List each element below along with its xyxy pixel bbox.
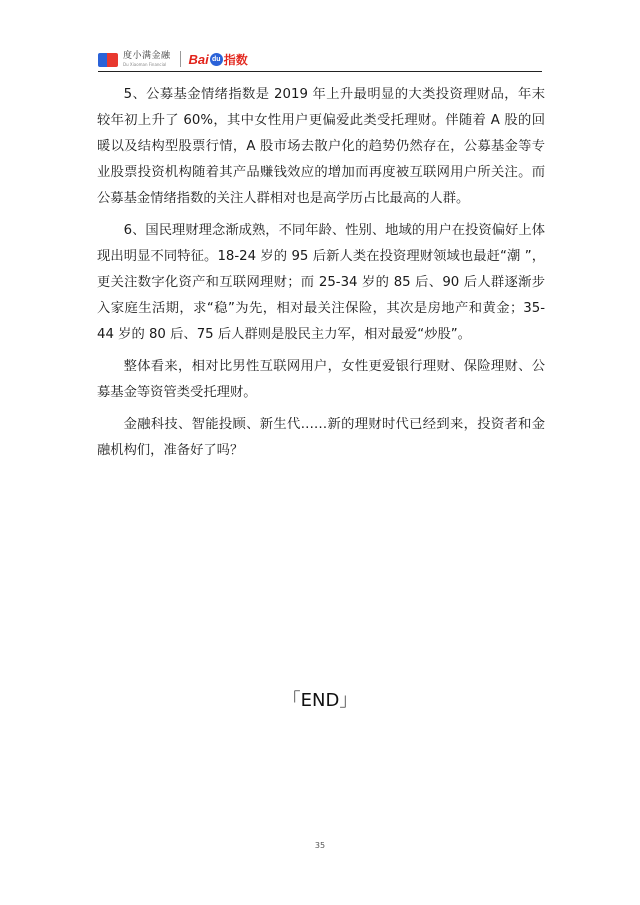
baidu-paw-icon: du xyxy=(210,53,223,66)
baidu-index-logo xyxy=(189,51,248,68)
header-rule xyxy=(98,71,542,72)
page-header xyxy=(98,48,248,70)
paragraph-5: 5、公募基金情绪指数是 2019 年上升最明显的大类投资理财品，年末较年初上升了 60%，其中女性用户更偏爱此类受托理财。伴随着 A 股的回暖以及结构型股票行情，A 股市场去散户化的趋势仍然存在，公募基金等专业股票投资机构随着其产品赚钱效应的增加而再度被互联网用户所关注。而公募基金情绪指数的关注人群相对也是高学历占比最高的人群。 xyxy=(97,87,545,206)
document-body xyxy=(97,82,545,470)
page-number: 35 xyxy=(314,841,326,850)
header-logo-divider xyxy=(180,51,181,67)
duxiaoman-logo-name: 度小满金融 xyxy=(123,50,171,61)
duxiaoman-logo-icon xyxy=(98,51,118,67)
duxiaoman-logo xyxy=(98,51,171,67)
paragraph-closing: 金融科技、智能投顾、新生代……新的理财时代已经到来，投资者和金融机构们，准备好了吗？ xyxy=(97,417,545,458)
baidu-index-label: 指数 xyxy=(223,52,248,67)
paragraph-summary: 整体看来，相对比男性互联网用户，女性更爱银行理财、保险理财、公募基金等资管类受托理财。 xyxy=(97,359,545,400)
duxiaoman-logo-english: Du Xiaoman Financial xyxy=(123,61,167,67)
paragraph-6: 6、国民理财理念渐成熟，不同年龄、性别、地域的用户在投资偏好上体现出明显不同特征。18-24 岁的 95 后新人类在投资理财领域也最赶“潮 ”，更关注数字化资产和互联网理财；而 25-34 岁的 85 后、90 后人群逐渐步入家庭生活期，求“稳”为先，相对最关注保险，其次是房地产和黄金；35-44 岁的 80 后、75 后人群则是股民主力军，相对最爱“炒股”。 xyxy=(97,223,545,342)
baidu-logo-text: Bai xyxy=(188,51,209,67)
end-mark: 「END」 xyxy=(282,690,358,711)
